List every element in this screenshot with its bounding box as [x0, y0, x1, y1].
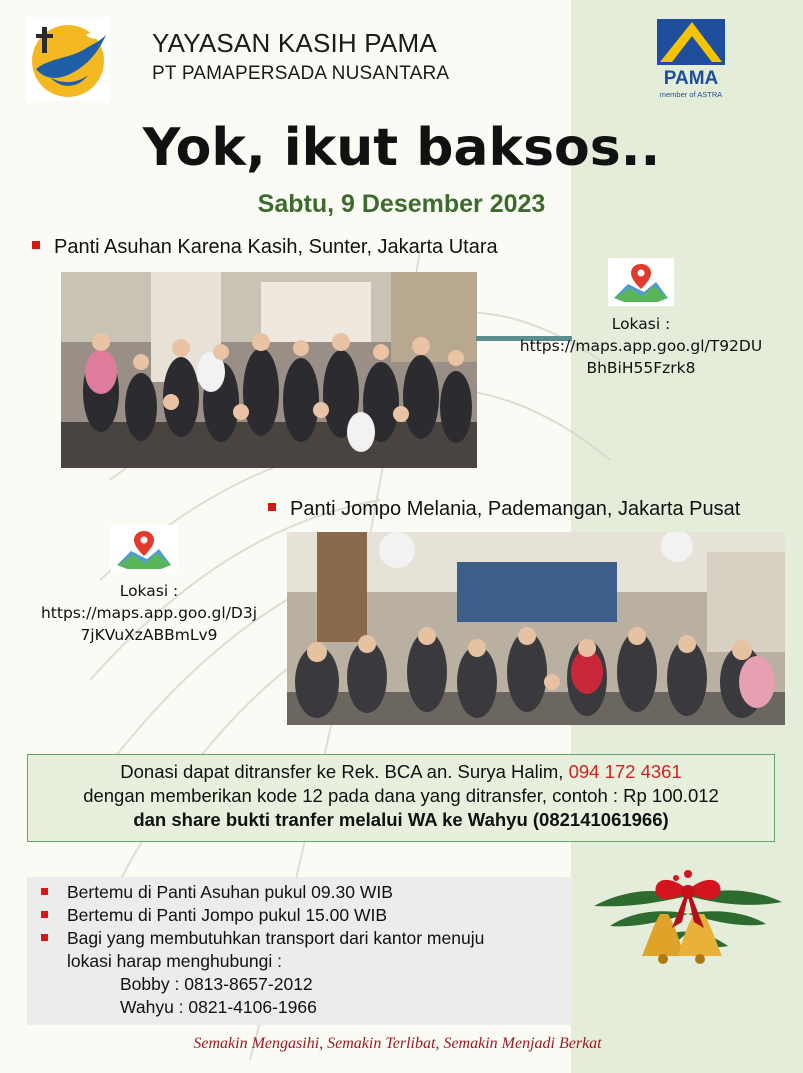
- info-item-3-continuation: lokasi harap menghubungi :: [67, 951, 283, 971]
- location-1-lokasi-label: Lokasi :: [611, 315, 671, 333]
- location-1-url-line2[interactable]: BhBiH55Fzrk8: [586, 359, 696, 377]
- event-date: Sabtu, 9 Desember 2023: [257, 190, 546, 218]
- donation-line-3: dan share bukti tranfer melalui WA ke Wahyu (082141061966): [133, 809, 669, 830]
- location-2-lokasi-label: Lokasi :: [119, 582, 179, 600]
- pama-logo-text: PAMA: [663, 68, 719, 89]
- location-1-url-line1[interactable]: https://maps.app.goo.gl/T92DU: [519, 337, 763, 355]
- info-box: [27, 877, 572, 1025]
- location-1-title-text: Panti Asuhan Karena Kasih, Sunter, Jakarta Utara: [54, 236, 498, 258]
- donation-box: [27, 754, 775, 842]
- info-item-1: Bertemu di Panti Asuhan pukul 09.30 WIB: [67, 882, 393, 902]
- tagline: Semakin Mengasihi, Semakin Terlibat, Semakin Menjadi Berkat: [193, 1035, 602, 1052]
- bullet-icon: [41, 934, 48, 941]
- org-subtitle: PT PAMAPERSADA NUSANTARA: [152, 63, 450, 84]
- location-1-lokasi: [511, 313, 771, 379]
- bullet-icon: [32, 241, 40, 249]
- contact-wahyu: Wahyu : 0821-4106-1966: [120, 997, 317, 1017]
- pama-logo: [652, 16, 732, 102]
- donation-account-number: 094 172 4361: [568, 761, 682, 782]
- bullet-icon: [41, 911, 48, 918]
- christmas-bells-icon: [590, 856, 786, 972]
- photo-panti-jompo: [287, 532, 785, 725]
- headline: Yok, ikut baksos..: [142, 118, 661, 178]
- map-pin-icon: [608, 258, 674, 306]
- location-1-title: [32, 236, 498, 259]
- location-2-url-line2[interactable]: 7jKVuXzABBmLv9: [80, 626, 218, 644]
- location-2-lokasi: [19, 580, 279, 646]
- photo-panti-asuhan: [61, 272, 477, 468]
- org-name: YAYASAN KASIH PAMA: [152, 28, 437, 58]
- info-item-3: Bagi yang membutuhkan transport dari kantor menuju: [67, 928, 485, 948]
- location-2-url-line1[interactable]: https://maps.app.goo.gl/D3j: [40, 604, 258, 622]
- yayasan-kasih-pama-logo: [26, 17, 110, 101]
- contact-bobby: Bobby : 0813-8657-2012: [120, 974, 313, 994]
- donation-line-1: [28, 760, 774, 784]
- bullet-icon: [41, 888, 48, 895]
- map-pin-icon: [111, 525, 177, 573]
- info-item-2: Bertemu di Panti Jompo pukul 15.00 WIB: [67, 905, 388, 925]
- donation-line-1-text: Donasi dapat ditransfer ke Rek. BCA an. Surya Halim,: [120, 761, 569, 782]
- location-2-title: [268, 498, 740, 521]
- location-2-title-text: Panti Jompo Melania, Pademangan, Jakarta Pusat: [290, 498, 741, 520]
- donation-line-2: dengan memberikan kode 12 pada dana yang ditransfer, contoh : Rp 100.012: [83, 785, 719, 806]
- pama-logo-subtext: member of ASTRA: [659, 90, 723, 99]
- bullet-icon: [268, 503, 276, 511]
